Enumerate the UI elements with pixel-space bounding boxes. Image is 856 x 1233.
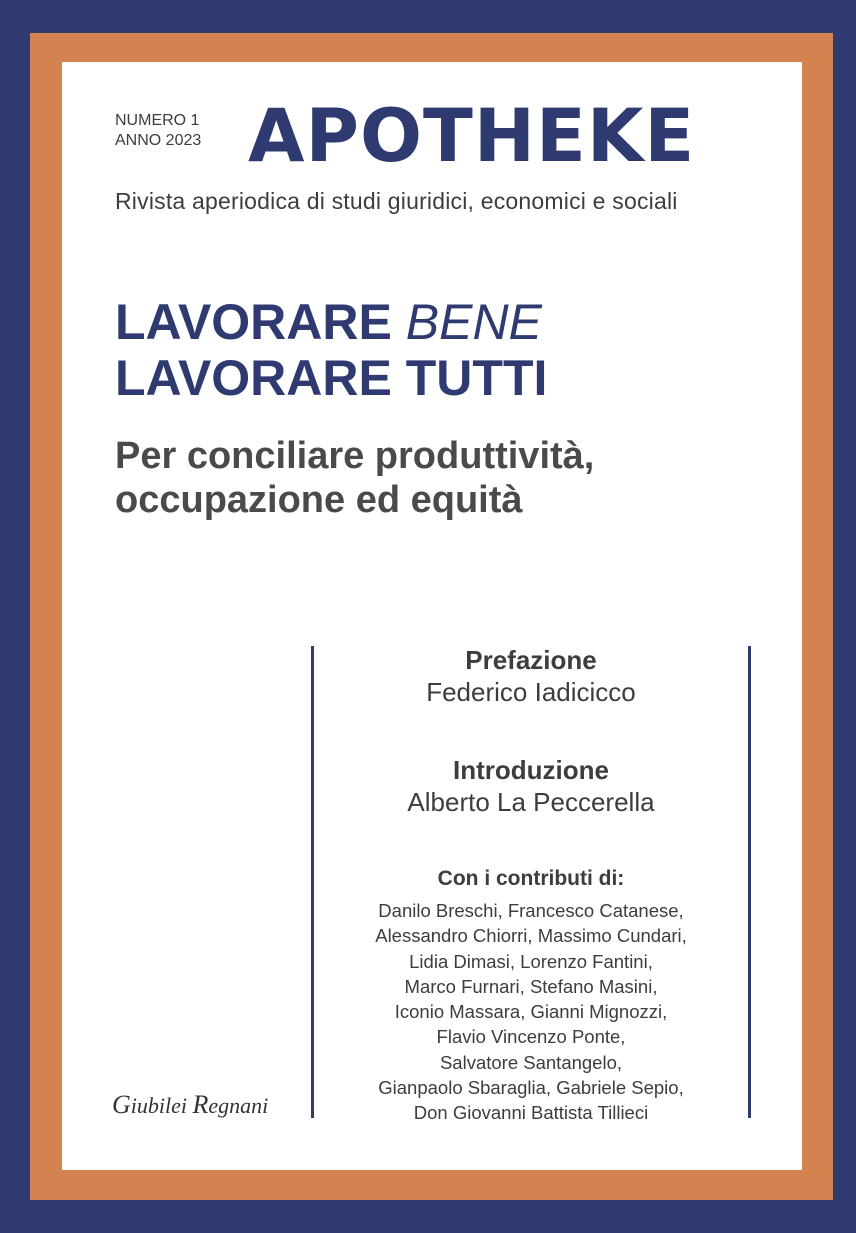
introduction-author: Alberto La Peccerella — [407, 787, 655, 817]
title-line-1: LAVORARE BENE — [115, 294, 542, 350]
contributors-line: Flavio Vincenzo Ponte, — [436, 1026, 626, 1048]
preface-heading: Prefazione — [465, 645, 597, 675]
publisher-logo: Giubilei Regnani — [112, 1090, 269, 1119]
contributors-list — [316, 898, 746, 1126]
journal-masthead: APOTHEKE — [248, 94, 696, 179]
issue-info — [115, 111, 201, 151]
subtitle-line-2: occupazione ed equità — [115, 479, 523, 521]
contributors-line: Marco Furnari, Stefano Masini, — [404, 975, 658, 997]
contributors-line: Danilo Breschi, Francesco Catanese, — [378, 900, 684, 921]
subtitle-line-1: Per conciliare produttività, — [115, 435, 595, 477]
book-title — [115, 294, 547, 406]
journal-tagline: Rivista aperiodica di studi giuridici, economici e sociali — [115, 188, 678, 214]
right-divider-line — [748, 646, 751, 1118]
introduction-block — [316, 754, 746, 818]
introduction-heading: Introduzione — [453, 755, 609, 785]
preface-author: Federico Iadicicco — [426, 677, 636, 707]
contributors-line: Lidia Dimasi, Lorenzo Fantini, — [409, 950, 653, 972]
book-subtitle — [115, 434, 594, 522]
title-line-2: LAVORARE TUTTI — [115, 350, 548, 406]
contributors-heading: Con i contributi di: — [437, 867, 625, 890]
preface-block — [316, 644, 746, 708]
left-divider-line — [311, 646, 314, 1118]
issue-number: NUMERO 1 — [115, 112, 200, 129]
contributors-line: Don Giovanni Battista Tillieci — [413, 1102, 649, 1124]
cover-page — [62, 62, 802, 1170]
contributors-line: Iconio Massara, Gianni Mignozzi, — [394, 1001, 668, 1023]
title-emphasis: BENE — [405, 294, 542, 350]
issue-year: ANNO 2023 — [115, 132, 202, 149]
contributors-line: Gianpaolo Sbaraglia, Gabriele Sepio, — [378, 1077, 684, 1099]
contributors-line: Salvatore Santangelo, — [439, 1051, 623, 1073]
contributors-line: Alessandro Chiorri, Massimo Cundari, — [375, 925, 687, 947]
